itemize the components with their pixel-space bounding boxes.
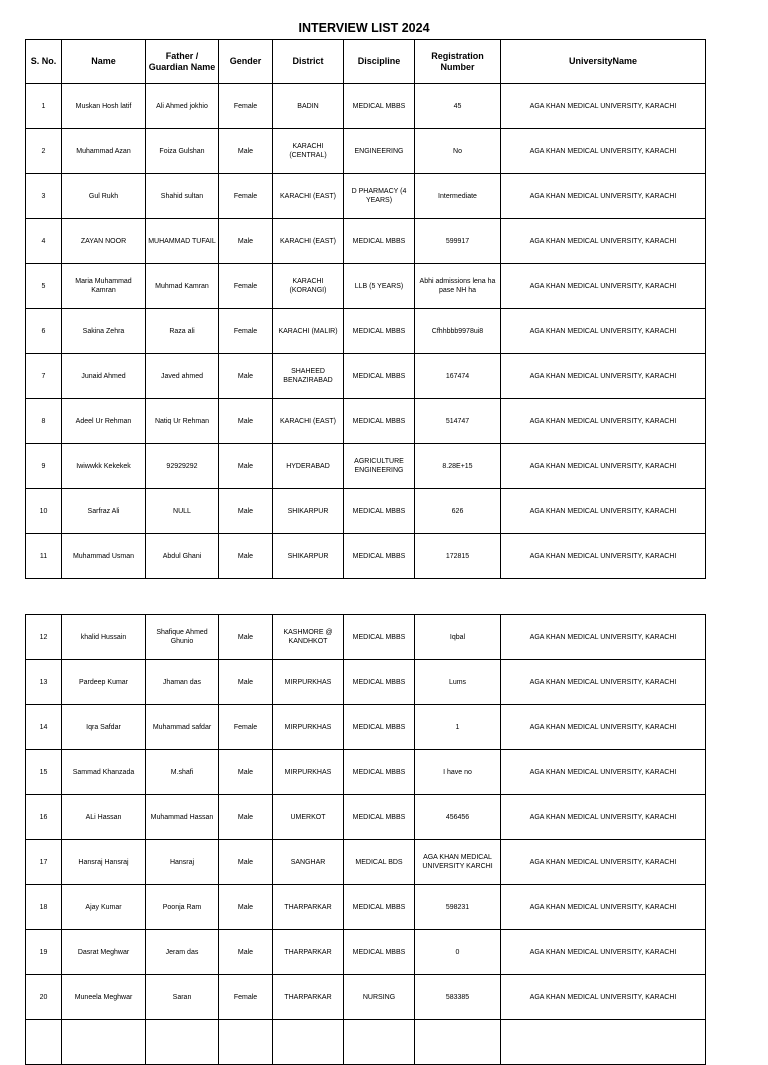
cell-father: Javed ahmed: [146, 354, 219, 399]
cell-father: Poonja Ram: [146, 885, 219, 930]
cell-district: KASHMORE @ KANDHKOT: [273, 615, 344, 660]
table-row: [26, 399, 706, 444]
table-row: [26, 264, 706, 309]
cell-uni: AGA KHAN MEDICAL UNIVERSITY, KARACHI: [501, 264, 706, 309]
cell-district: KARACHI (EAST): [273, 399, 344, 444]
interview-table: [25, 39, 706, 579]
cell-discipline: MEDICAL MBBS: [344, 795, 415, 840]
cell-reg: 167474: [415, 354, 501, 399]
cell-discipline: NURSING: [344, 975, 415, 1020]
cell-name: Adeel Ur Rehman: [62, 399, 146, 444]
table-row: [26, 615, 706, 660]
cell-uni: AGA KHAN MEDICAL UNIVERSITY, KARACHI: [501, 444, 706, 489]
col-header-registration: Registration Number: [415, 40, 501, 84]
cell-district: THARPARKAR: [273, 885, 344, 930]
cell-father: NULL: [146, 489, 219, 534]
cell-reg: Lums: [415, 660, 501, 705]
cell-uni: AGA KHAN MEDICAL UNIVERSITY, KARACHI: [501, 354, 706, 399]
cell-district: SANGHAR: [273, 840, 344, 885]
cell-name: Maria Muhammad Kamran: [62, 264, 146, 309]
table-row: [26, 975, 706, 1020]
cell-father: Abdul Ghani: [146, 534, 219, 579]
cell-gender: [219, 1020, 273, 1065]
table-row: [26, 129, 706, 174]
table-row: [26, 219, 706, 264]
cell-uni: AGA KHAN MEDICAL UNIVERSITY, KARACHI: [501, 660, 706, 705]
cell-father: Natiq Ur Rehman: [146, 399, 219, 444]
cell-reg: [415, 1020, 501, 1065]
cell-uni: AGA KHAN MEDICAL UNIVERSITY, KARACHI: [501, 489, 706, 534]
cell-uni: AGA KHAN MEDICAL UNIVERSITY, KARACHI: [501, 219, 706, 264]
table-row: [26, 795, 706, 840]
cell-discipline: MEDICAL MBBS: [344, 399, 415, 444]
cell-reg: Cfhhbbb9978ui8: [415, 309, 501, 354]
cell-gender: Female: [219, 309, 273, 354]
cell-father: Ali Ahmed jokhio: [146, 84, 219, 129]
cell-name: Sakina Zehra: [62, 309, 146, 354]
cell-sno: 16: [26, 795, 62, 840]
cell-sno: 17: [26, 840, 62, 885]
table-row: [26, 84, 706, 129]
cell-father: Muhmad Kamran: [146, 264, 219, 309]
cell-sno: 13: [26, 660, 62, 705]
cell-reg: I have no: [415, 750, 501, 795]
cell-discipline: MEDICAL MBBS: [344, 84, 415, 129]
cell-name: Gul Rukh: [62, 174, 146, 219]
cell-sno: 4: [26, 219, 62, 264]
cell-reg: Intermediate: [415, 174, 501, 219]
cell-name: ALi Hassan: [62, 795, 146, 840]
cell-gender: Female: [219, 705, 273, 750]
cell-discipline: D PHARMACY (4 YEARS): [344, 174, 415, 219]
cell-gender: Male: [219, 615, 273, 660]
cell-sno: 6: [26, 309, 62, 354]
cell-gender: Male: [219, 840, 273, 885]
cell-reg: 8.28E+15: [415, 444, 501, 489]
cell-district: KARACHI (KORANGI): [273, 264, 344, 309]
cell-uni: AGA KHAN MEDICAL UNIVERSITY, KARACHI: [501, 840, 706, 885]
cell-reg: 599917: [415, 219, 501, 264]
cell-father: Foiza Gulshan: [146, 129, 219, 174]
cell-discipline: ENGINEERING: [344, 129, 415, 174]
table-row: [26, 885, 706, 930]
cell-gender: Male: [219, 885, 273, 930]
cell-father: Raza ali: [146, 309, 219, 354]
cell-discipline: MEDICAL MBBS: [344, 489, 415, 534]
col-header-university: UniversityName: [501, 40, 706, 84]
cell-discipline: MEDICAL MBBS: [344, 705, 415, 750]
cell-discipline: MEDICAL MBBS: [344, 615, 415, 660]
cell-uni: AGA KHAN MEDICAL UNIVERSITY, KARACHI: [501, 309, 706, 354]
cell-father: Jeram das: [146, 930, 219, 975]
cell-gender: Male: [219, 219, 273, 264]
cell-uni: AGA KHAN MEDICAL UNIVERSITY, KARACHI: [501, 534, 706, 579]
cell-reg: AGA KHAN MEDICAL UNIVERSITY KARCHI: [415, 840, 501, 885]
cell-sno: 9: [26, 444, 62, 489]
cell-gender: Male: [219, 534, 273, 579]
cell-uni: AGA KHAN MEDICAL UNIVERSITY, KARACHI: [501, 705, 706, 750]
cell-district: BADIN: [273, 84, 344, 129]
cell-uni: AGA KHAN MEDICAL UNIVERSITY, KARACHI: [501, 174, 706, 219]
cell-reg: No: [415, 129, 501, 174]
cell-father: Shahid sultan: [146, 174, 219, 219]
cell-sno: 7: [26, 354, 62, 399]
cell-father: Jhaman das: [146, 660, 219, 705]
interview-table-continued: [25, 614, 706, 1065]
cell-reg: 45: [415, 84, 501, 129]
cell-sno: 18: [26, 885, 62, 930]
cell-discipline: MEDICAL MBBS: [344, 660, 415, 705]
cell-uni: AGA KHAN MEDICAL UNIVERSITY, KARACHI: [501, 615, 706, 660]
cell-reg: 1: [415, 705, 501, 750]
cell-district: MIRPURKHAS: [273, 705, 344, 750]
col-header-discipline: Discipline: [344, 40, 415, 84]
table-row: [26, 660, 706, 705]
cell-district: KARACHI (EAST): [273, 219, 344, 264]
cell-sno: 11: [26, 534, 62, 579]
cell-district: KARACHI (MALIR): [273, 309, 344, 354]
col-header-father: Father / Guardian Name: [146, 40, 219, 84]
cell-name: Muhammad Usman: [62, 534, 146, 579]
cell-district: UMERKOT: [273, 795, 344, 840]
table-row: [26, 750, 706, 795]
cell-discipline: MEDICAL MBBS: [344, 534, 415, 579]
cell-sno: 15: [26, 750, 62, 795]
cell-sno: 2: [26, 129, 62, 174]
cell-district: THARPARKAR: [273, 930, 344, 975]
cell-gender: Female: [219, 264, 273, 309]
cell-district: KARACHI (EAST): [273, 174, 344, 219]
cell-sno: 14: [26, 705, 62, 750]
cell-father: Muhammad Hassan: [146, 795, 219, 840]
cell-uni: [501, 1020, 706, 1065]
cell-gender: Male: [219, 489, 273, 534]
table-row: [26, 309, 706, 354]
cell-district: MIRPURKHAS: [273, 660, 344, 705]
cell-reg: 598231: [415, 885, 501, 930]
header-row: [26, 40, 706, 84]
cell-name: [62, 1020, 146, 1065]
cell-gender: Male: [219, 795, 273, 840]
col-header-sno: S. No.: [26, 40, 62, 84]
table-row: [26, 354, 706, 399]
cell-sno: 5: [26, 264, 62, 309]
cell-reg: 514747: [415, 399, 501, 444]
cell-discipline: MEDICAL MBBS: [344, 750, 415, 795]
cell-gender: Male: [219, 750, 273, 795]
cell-district: [273, 1020, 344, 1065]
table-row: [26, 1020, 706, 1065]
cell-discipline: MEDICAL MBBS: [344, 309, 415, 354]
cell-name: Iqra Safdar: [62, 705, 146, 750]
table-row: [26, 489, 706, 534]
cell-reg: 0: [415, 930, 501, 975]
table-row: [26, 534, 706, 579]
table-row: [26, 444, 706, 489]
cell-discipline: MEDICAL MBBS: [344, 219, 415, 264]
cell-discipline: [344, 1020, 415, 1065]
cell-father: Saran: [146, 975, 219, 1020]
cell-discipline: MEDICAL MBBS: [344, 930, 415, 975]
cell-father: MUHAMMAD TUFAIL: [146, 219, 219, 264]
cell-uni: AGA KHAN MEDICAL UNIVERSITY, KARACHI: [501, 399, 706, 444]
cell-name: Junaid Ahmed: [62, 354, 146, 399]
cell-father: Shafique Ahmed Ghunio: [146, 615, 219, 660]
cell-sno: [26, 1020, 62, 1065]
cell-sno: 1: [26, 84, 62, 129]
col-header-district: District: [273, 40, 344, 84]
cell-uni: AGA KHAN MEDICAL UNIVERSITY, KARACHI: [501, 750, 706, 795]
table-row: [26, 840, 706, 885]
cell-sno: 19: [26, 930, 62, 975]
cell-uni: AGA KHAN MEDICAL UNIVERSITY, KARACHI: [501, 930, 706, 975]
cell-gender: Male: [219, 660, 273, 705]
cell-gender: Male: [219, 930, 273, 975]
table-row: [26, 930, 706, 975]
cell-gender: Male: [219, 354, 273, 399]
cell-reg: Iqbal: [415, 615, 501, 660]
cell-name: Muskan Hosh latif: [62, 84, 146, 129]
cell-name: Hansraj Hansraj: [62, 840, 146, 885]
cell-sno: 3: [26, 174, 62, 219]
cell-reg: 583385: [415, 975, 501, 1020]
cell-gender: Female: [219, 174, 273, 219]
cell-district: MIRPURKHAS: [273, 750, 344, 795]
cell-reg: 172815: [415, 534, 501, 579]
cell-name: Ajay Kumar: [62, 885, 146, 930]
cell-name: Sammad Khanzada: [62, 750, 146, 795]
cell-discipline: AGRICULTURE ENGINEERING: [344, 444, 415, 489]
col-header-gender: Gender: [219, 40, 273, 84]
cell-district: SHIKARPUR: [273, 489, 344, 534]
cell-father: 92929292: [146, 444, 219, 489]
table-row: [26, 705, 706, 750]
cell-name: Dasrat Meghwar: [62, 930, 146, 975]
cell-name: ZAYAN NOOR: [62, 219, 146, 264]
cell-uni: AGA KHAN MEDICAL UNIVERSITY, KARACHI: [501, 129, 706, 174]
table-row: [26, 174, 706, 219]
cell-gender: Female: [219, 84, 273, 129]
cell-district: SHIKARPUR: [273, 534, 344, 579]
cell-district: HYDERABAD: [273, 444, 344, 489]
cell-gender: Male: [219, 444, 273, 489]
cell-name: khalid Hussain: [62, 615, 146, 660]
cell-discipline: MEDICAL MBBS: [344, 354, 415, 399]
cell-father: M.shafi: [146, 750, 219, 795]
cell-discipline: MEDICAL MBBS: [344, 885, 415, 930]
cell-district: KARACHI (CENTRAL): [273, 129, 344, 174]
cell-sno: 20: [26, 975, 62, 1020]
cell-father: Hansraj: [146, 840, 219, 885]
cell-father: [146, 1020, 219, 1065]
cell-name: Muneela Meghwar: [62, 975, 146, 1020]
cell-reg: 456456: [415, 795, 501, 840]
cell-sno: 12: [26, 615, 62, 660]
cell-reg: 626: [415, 489, 501, 534]
cell-gender: Female: [219, 975, 273, 1020]
cell-sno: 8: [26, 399, 62, 444]
cell-reg: Abhi admissions lena ha pase NH ha: [415, 264, 501, 309]
cell-uni: AGA KHAN MEDICAL UNIVERSITY, KARACHI: [501, 975, 706, 1020]
cell-discipline: MEDICAL BDS: [344, 840, 415, 885]
page-title: INTERVIEW LIST 2024: [298, 21, 430, 35]
cell-name: Pardeep Kumar: [62, 660, 146, 705]
cell-sno: 10: [26, 489, 62, 534]
cell-uni: AGA KHAN MEDICAL UNIVERSITY, KARACHI: [501, 84, 706, 129]
cell-uni: AGA KHAN MEDICAL UNIVERSITY, KARACHI: [501, 885, 706, 930]
cell-father: Muhammad safdar: [146, 705, 219, 750]
col-header-name: Name: [62, 40, 146, 84]
cell-uni: AGA KHAN MEDICAL UNIVERSITY, KARACHI: [501, 795, 706, 840]
cell-gender: Male: [219, 129, 273, 174]
cell-discipline: LLB (5 YEARS): [344, 264, 415, 309]
cell-gender: Male: [219, 399, 273, 444]
cell-district: SHAHEED BENAZIRABAD: [273, 354, 344, 399]
cell-district: THARPARKAR: [273, 975, 344, 1020]
cell-name: Muhammad Azan: [62, 129, 146, 174]
cell-name: Sarfraz Ali: [62, 489, 146, 534]
cell-name: Iwiwwkk Kekekek: [62, 444, 146, 489]
